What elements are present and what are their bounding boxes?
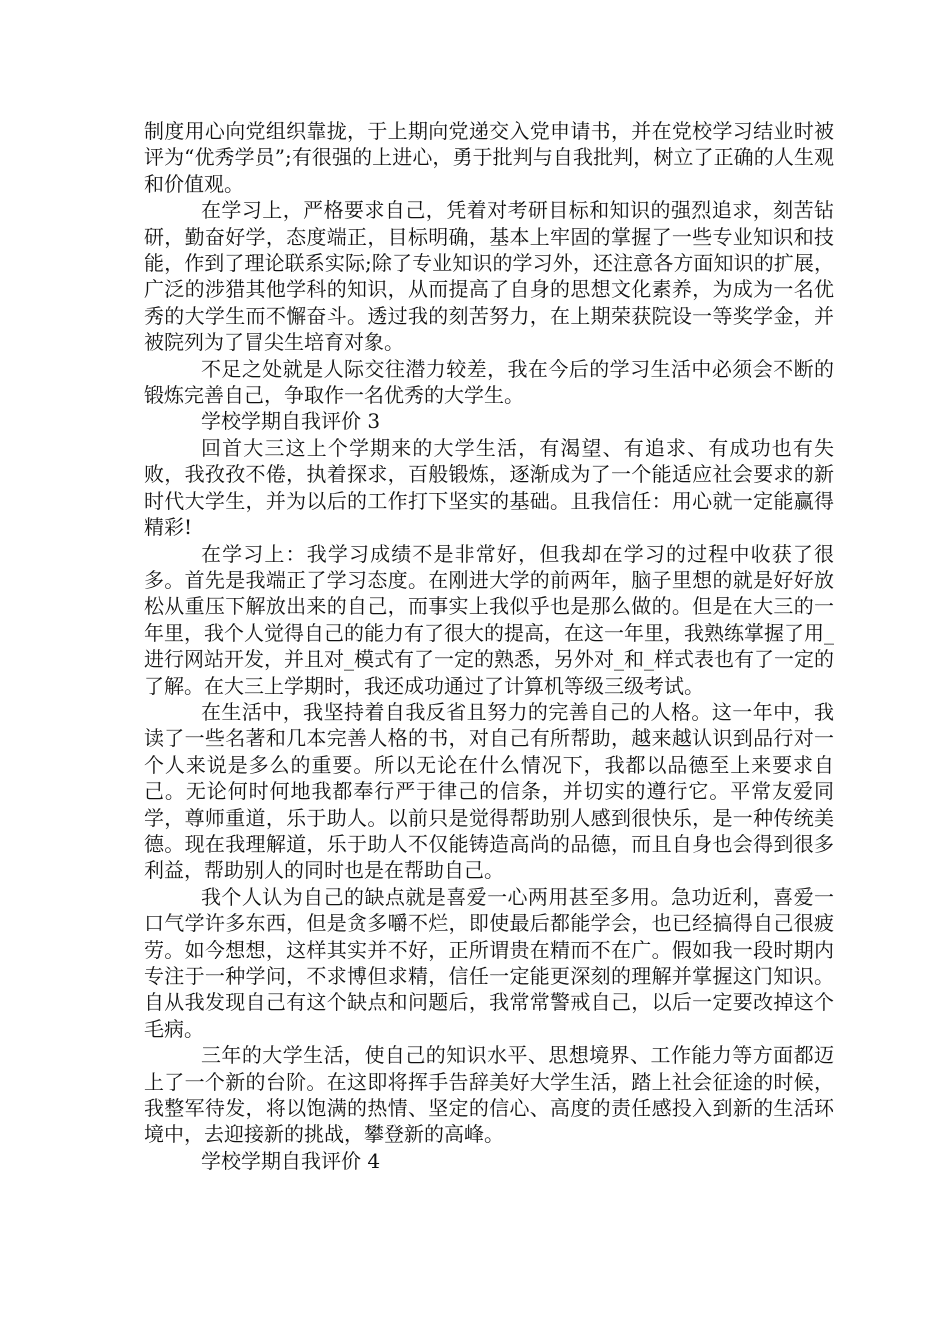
document-page [144,118,834,1174]
paragraph-shortcomings: 不足之处就是人际交往潜力较差，我在今后的学习生活中必须会不断的锻炼完善自己，争取作一名优秀的大学生。 [144,356,834,408]
paragraph-conclusion: 三年的大学生活，使自己的知识水平、思想境界、工作能力等方面都迈上了一个新的台阶。在这即将挥手告辞美好大学生活，踏上社会征途的时候，我整军待发，将以饱满的热情、坚定的信心、高度的责任感投入到新的生活环境中，去迎接新的挑战，攀登新的高峰。 [144,1043,834,1147]
section-heading-4: 学校学期自我评价 4 [201,1148,381,1173]
paragraph-life: 在生活中，我坚持着自我反省且努力的完善自己的人格。这一年中，我读了一些名著和几本完善人格的书，对自己有所帮助，越来越认识到品行对一个人来说是多么的重要。所以无论在什么情况下，我都以品德至上来要求自己。无论何时何地我都奉行严于律己的信条，并切实的遵行它。平常友爱同学，尊师重道，乐于助人。以前只是觉得帮助别人感到很快乐，是一种传统美德。现在我理解道，乐于助人不仅能铸造高尚的品德，而且自身也会得到很多利益，帮助别人的同时也是在帮助自己。 [144,699,834,883]
paragraph-weakness: 我个人认为自己的缺点就是喜爱一心两用甚至多用。急功近利，喜爱一口气学许多东西，但是贪多嚼不烂，即使最后都能学会，也已经搞得自己很疲劳。如今想想，这样其实并不好，正所谓贵在精而不在广。假如我一段时期内专注于一种学问，不求博但求精，信任一定能更深刻的理解并掌握这门知识。自从我发现自己有这个缺点和问题后，我常常警戒自己，以后一定要改掉这个毛病。 [144,884,834,1041]
paragraph-review: 回首大三这上个学期来的大学生活，有渴望、有追求、有成功也有失败，我孜孜不倦，执着探求，百般锻炼，逐渐成为了一个能适应社会要求的新时代大学生，并为以后的工作打下坚实的基础。且我信任：用心就一定能赢得精彩! [144,435,834,540]
section-heading-3: 学校学期自我评价 3 [201,409,381,434]
paragraph-learning: 在学习上：我学习成绩不是非常好，但我却在学习的过程中收获了很多。首先是我端正了学习态度。在刚进大学的前两年，脑子里想的就是好好放松从重压下解放出来的自己，而事实上我似乎也是那么做的。但是在大三的一年里，我个人觉得自己的能力有了很大的提高，在这一年里，我熟练掌握了用_进行网站开发，并且对_模式有了一定的熟悉，另外对_和_样式表也有了一定的了解。在大三上学期时，我还成功通过了计算机等级三级考试。 [144,541,834,698]
paragraph-party-membership: 制度用心向党组织靠拢，于上期向党递交入党申请书，并在党校学习结业时被评为“优秀学员”;有很强的上进心，勇于批判与自我批判，树立了正确的人生观和价值观。 [144,119,834,196]
paragraph-study: 在学习上，严格要求自己，凭着对考研目标和知识的强烈追求，刻苦钻研，勤奋好学，态度端正，目标明确，基本上牢固的掌握了一些专业知识和技能，作到了理论联系实际;除了专业知识的学习外，还注意各方面知识的扩展，广泛的涉猎其他学科的知识，从而提高了自身的思想文化素养，为成为一名优秀的大学生而不懈奋斗。透过我的刻苦努力，在上期荣获院设一等奖学金，并被院列为了冒尖生培育对象。 [144,198,834,355]
